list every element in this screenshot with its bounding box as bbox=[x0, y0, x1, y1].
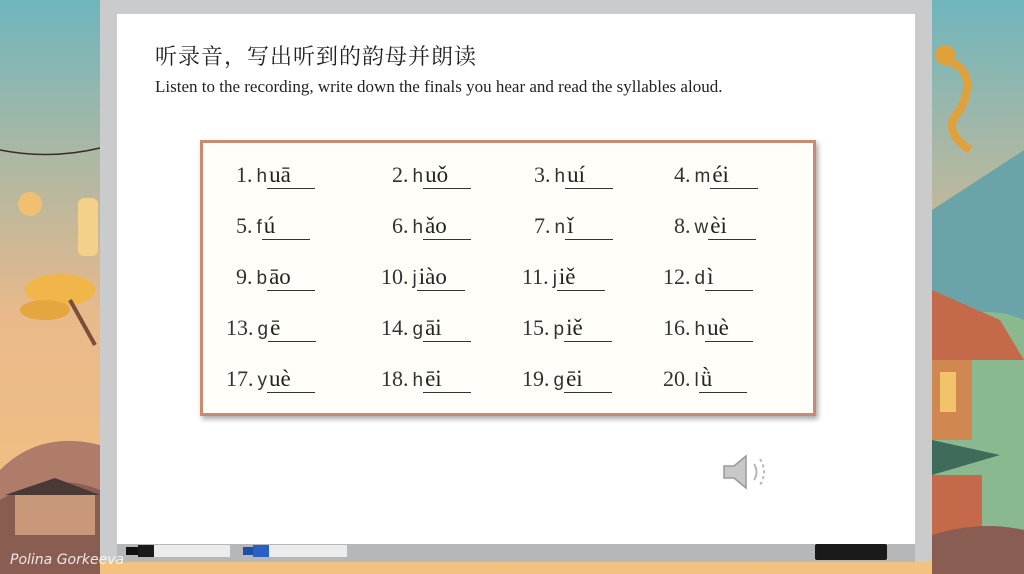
answer-blank[interactable]: ēi bbox=[423, 366, 471, 393]
item-initial: d bbox=[694, 268, 706, 289]
exercise-item bbox=[392, 162, 471, 196]
exercise-item bbox=[392, 213, 471, 247]
item-number: 18. bbox=[381, 366, 409, 391]
item-number: 5. bbox=[236, 213, 253, 238]
answer-blank[interactable]: ǜ bbox=[699, 366, 747, 393]
item-number: 6. bbox=[392, 213, 409, 238]
eraser-icon bbox=[815, 544, 887, 560]
item-initial: p bbox=[553, 319, 565, 340]
item-initial: g bbox=[412, 319, 424, 340]
answer-blank[interactable]: uǒ bbox=[423, 162, 471, 189]
item-initial: h bbox=[412, 166, 424, 187]
exercise-item bbox=[381, 366, 471, 400]
item-number: 7. bbox=[534, 213, 551, 238]
item-initial: j bbox=[552, 268, 557, 289]
item-number: 11. bbox=[522, 264, 549, 289]
exercise-item bbox=[522, 366, 612, 400]
exercise-item bbox=[674, 162, 758, 196]
marker-icon bbox=[243, 543, 347, 557]
answer-blank[interactable]: éi bbox=[710, 162, 758, 189]
answer-blank[interactable]: uè bbox=[267, 366, 315, 393]
exercise-item bbox=[534, 213, 613, 247]
answer-blank[interactable]: ǎo bbox=[423, 213, 471, 240]
answer-blank[interactable]: uā bbox=[267, 162, 315, 189]
title-chinese: 听录音，写出听到的韵母并朗读 bbox=[155, 45, 478, 70]
item-number: 16. bbox=[663, 315, 691, 340]
exercise-item bbox=[236, 162, 315, 196]
answer-blank[interactable]: ē bbox=[268, 315, 316, 342]
item-number: 10. bbox=[381, 264, 409, 289]
answer-blank[interactable]: āi bbox=[423, 315, 471, 342]
answer-blank[interactable]: ǐ bbox=[565, 213, 613, 240]
item-initial: w bbox=[694, 217, 709, 238]
exercise-item bbox=[226, 315, 316, 349]
item-initial: g bbox=[553, 370, 565, 391]
item-initial: y bbox=[257, 370, 267, 391]
answer-blank[interactable]: uè bbox=[705, 315, 753, 342]
answer-blank[interactable]: èi bbox=[708, 213, 756, 240]
exercise-item bbox=[663, 366, 747, 400]
item-initial: l bbox=[694, 370, 699, 391]
speaker-icon[interactable] bbox=[720, 450, 774, 494]
item-number: 12. bbox=[663, 264, 691, 289]
exercise-item bbox=[236, 264, 315, 298]
answer-blank[interactable]: iào bbox=[417, 264, 465, 291]
item-initial: f bbox=[256, 217, 262, 238]
item-initial: g bbox=[257, 319, 269, 340]
item-number: 8. bbox=[674, 213, 691, 238]
item-number: 20. bbox=[663, 366, 691, 391]
exercise-item bbox=[381, 264, 465, 298]
exercise-item bbox=[226, 366, 315, 400]
exercise-item bbox=[381, 315, 471, 349]
item-initial: h bbox=[412, 370, 424, 391]
item-number: 17. bbox=[226, 366, 254, 391]
watermark: Polina Gorkeeva bbox=[10, 552, 125, 568]
exercise-item bbox=[522, 264, 605, 298]
item-initial: b bbox=[256, 268, 268, 289]
item-initial: m bbox=[694, 166, 711, 187]
item-number: 1. bbox=[236, 162, 253, 187]
answer-blank[interactable]: iě bbox=[564, 315, 612, 342]
answer-blank[interactable]: uí bbox=[565, 162, 613, 189]
item-number: 4. bbox=[674, 162, 691, 187]
answer-blank[interactable]: ú bbox=[262, 213, 310, 240]
item-number: 15. bbox=[522, 315, 550, 340]
exercise-item bbox=[663, 264, 753, 298]
item-initial: n bbox=[554, 217, 566, 238]
item-initial: j bbox=[412, 268, 417, 289]
item-initial: h bbox=[256, 166, 268, 187]
marker-icon bbox=[126, 543, 230, 557]
exercise-item bbox=[522, 315, 612, 349]
item-number: 14. bbox=[381, 315, 409, 340]
answer-blank[interactable]: ì bbox=[705, 264, 753, 291]
item-number: 2. bbox=[392, 162, 409, 187]
item-initial: h bbox=[554, 166, 566, 187]
item-initial: h bbox=[694, 319, 706, 340]
exercise-item bbox=[534, 162, 613, 196]
exercise-item bbox=[674, 213, 756, 247]
exercise-item bbox=[663, 315, 753, 349]
title-english: Listen to the recording, write down the finals you hear and read the syllables aloud. bbox=[155, 77, 723, 96]
item-number: 13. bbox=[226, 315, 254, 340]
answer-blank[interactable]: iě bbox=[557, 264, 605, 291]
exercise-item bbox=[236, 213, 310, 247]
whiteboard-tray bbox=[117, 544, 915, 562]
answer-blank[interactable]: āo bbox=[267, 264, 315, 291]
item-number: 9. bbox=[236, 264, 253, 289]
item-initial: h bbox=[412, 217, 424, 238]
answer-blank[interactable]: ēi bbox=[564, 366, 612, 393]
item-number: 3. bbox=[534, 162, 551, 187]
item-number: 19. bbox=[522, 366, 550, 391]
